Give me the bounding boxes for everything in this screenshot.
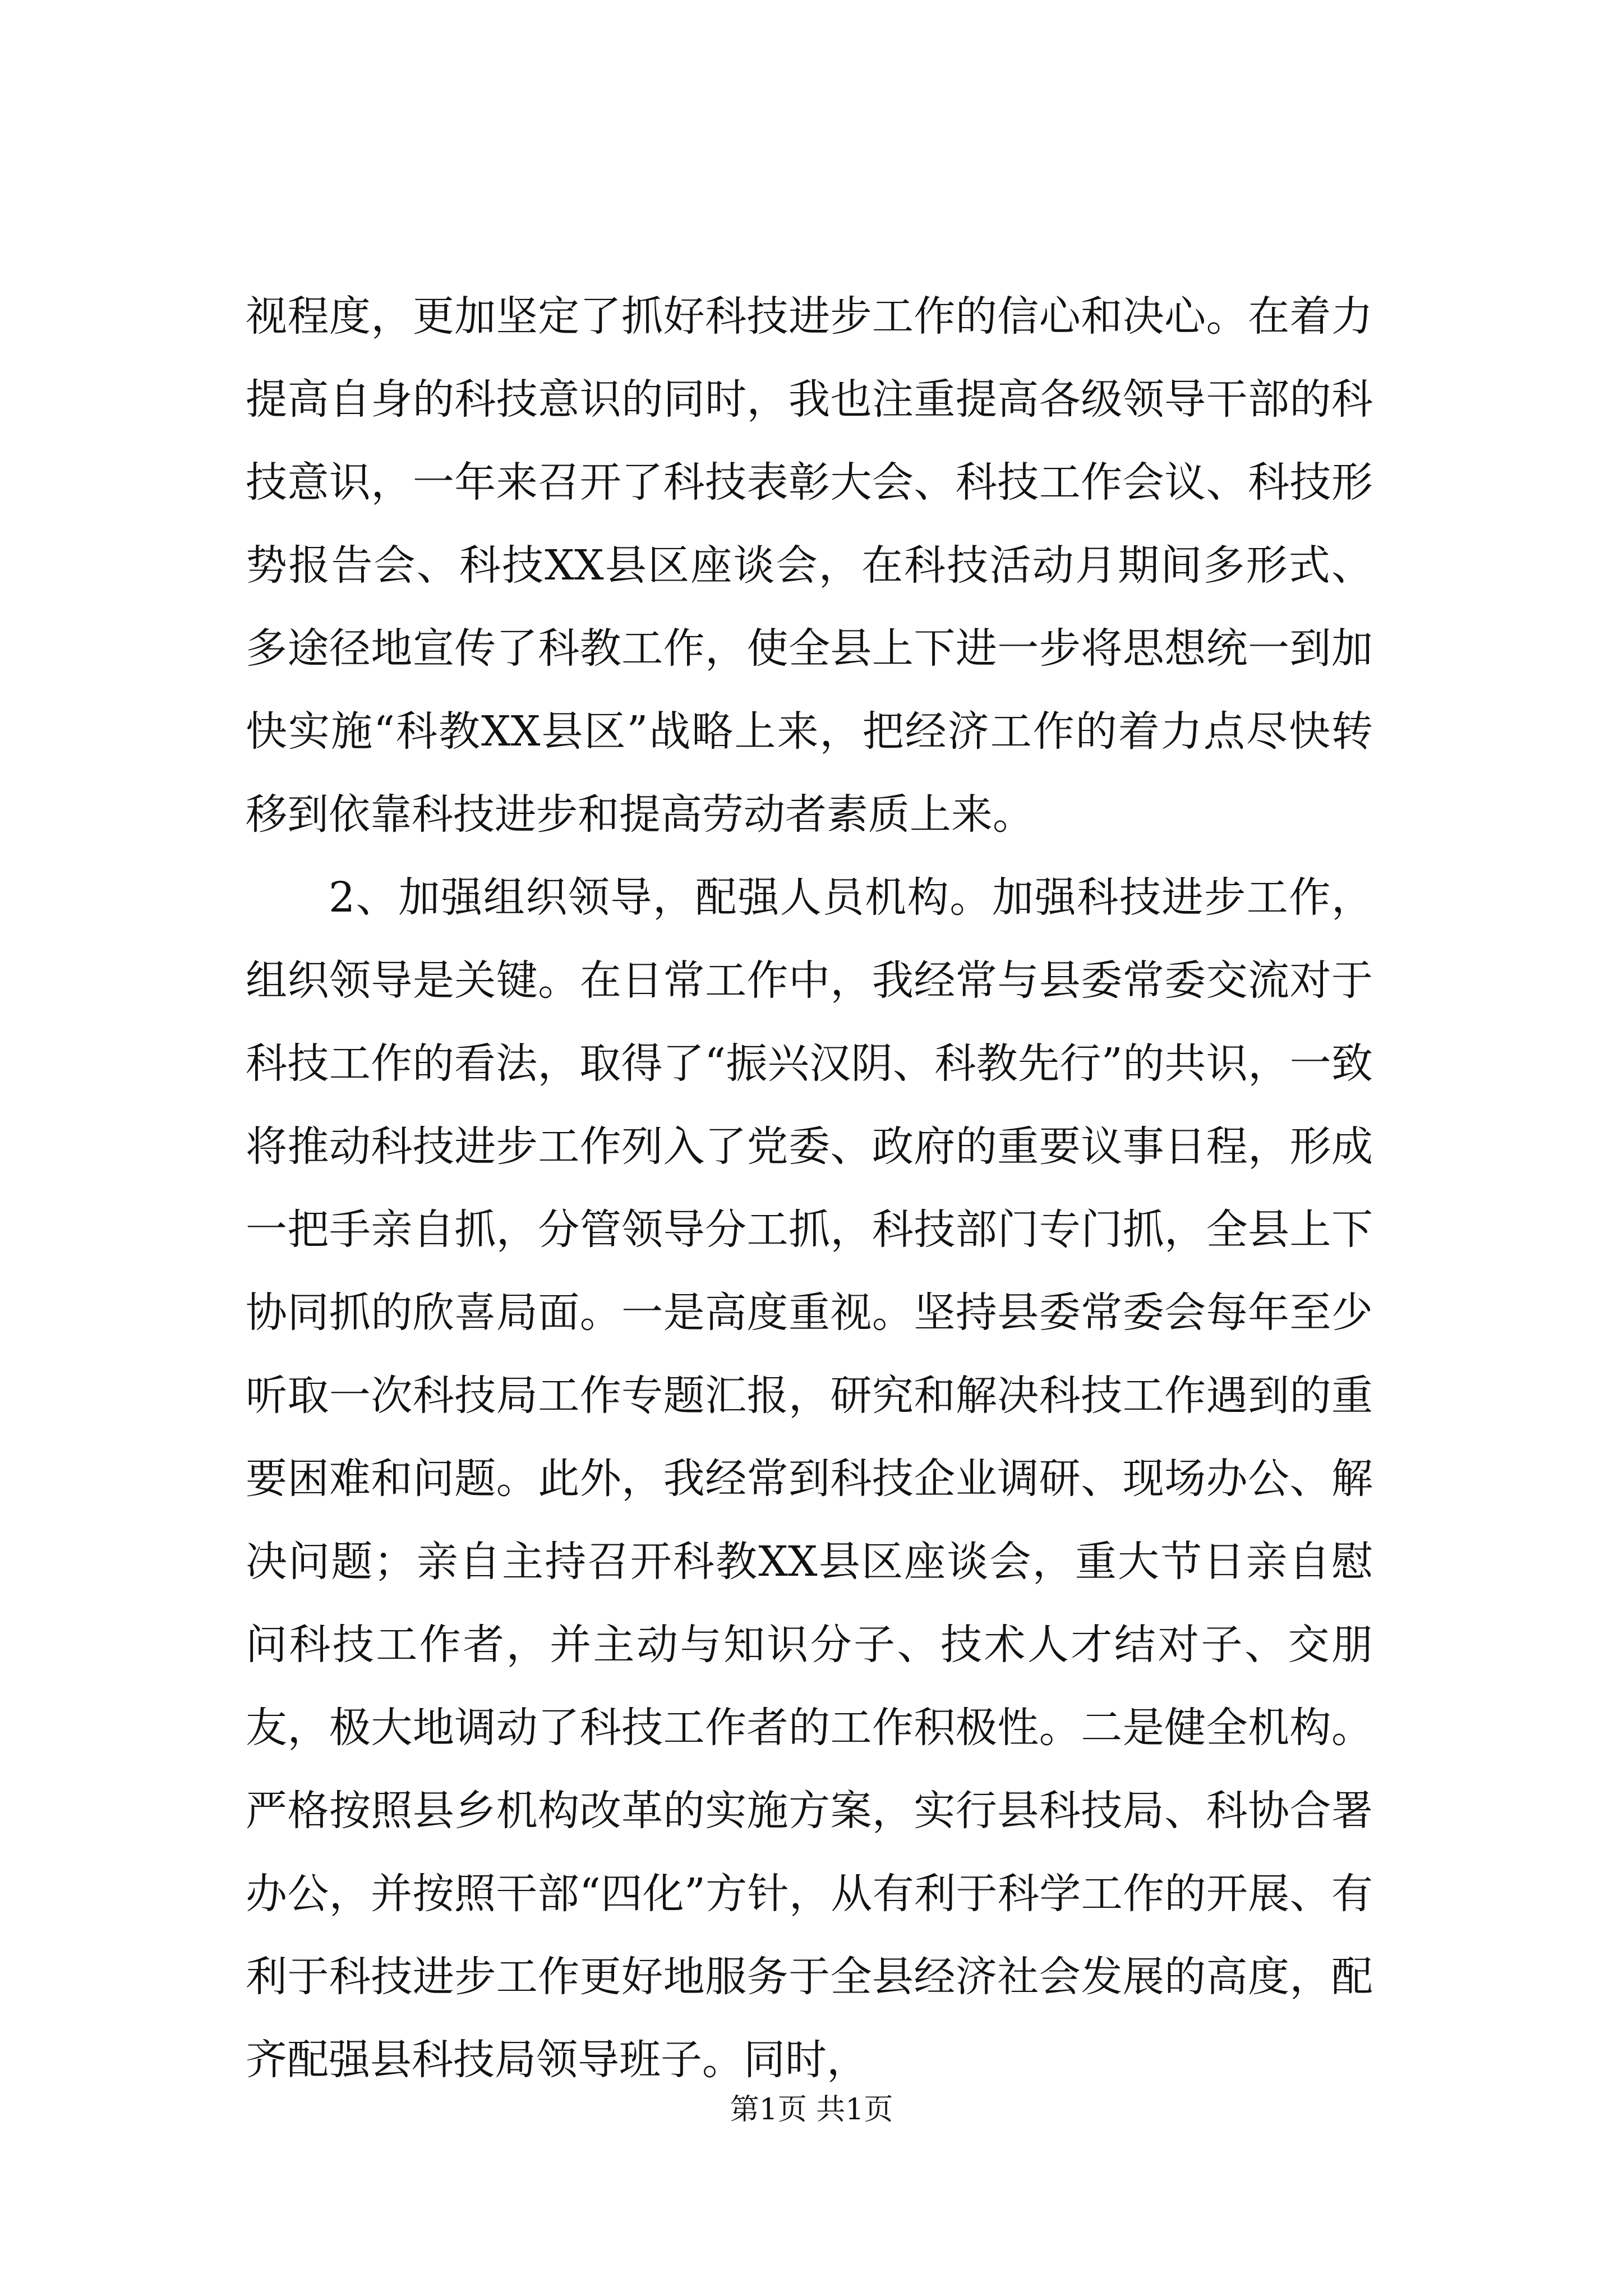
document-body [246,275,1373,2101]
paragraph-2: 2、加强组织领导，配强人员机构。加强科技进步工作，组织领导是关键。在日常工作中，我经常与县委常委交流对于科技工作的看法，取得了“振兴汉阴、科教先行”的共识，一致将推动科技进步工作列入了党委、政府的重要议事日程，形成一把手亲自抓，分管领导分工抓，科技部门专门抓，全县上下协同抓的欣喜局面。一是高度重视。坚持县委常委会每年至少听取一次科技局工作专题汇报，研究和解决科技工作遇到的重要困难和问题。此外，我经常到科技企业调研、现场办公、解决问题；亲自主持召开科教XX县区座谈会，重大节日亲自慰问科技工作者，并主动与知识分子、技术人才结对子、交朋友，极大地调动了科技工作者的工作积极性。二是健全机构。严格按照县乡机构改革的实施方案，实行县科技局、科协合署办公，并按照干部“四化”方针，从有利于科学工作的开展、有利于科技进步工作更好地服务于全县经济社会发展的高度，配齐配强县科技局领导班子。同时， [246,873,1373,2084]
paragraph-1: 视程度，更加坚定了抓好科技进步工作的信心和决心。在着力提高自身的科技意识的同时，我也注重提高各级领导干部的科技意识，一年来召开了科技表彰大会、科技工作会议、科技形势报告会、科技XX县区座谈会，在科技活动月期间多形式、多途径地宣传了科教工作，使全县上下进一步将思想统一到加快实施“科教XX县区”战略上来，把经济工作的着力点尽快转移到依靠科技进步和提高劳动者素质上来。 [246,292,1373,839]
page-footer: 第1页 共1页 [730,2093,893,2127]
